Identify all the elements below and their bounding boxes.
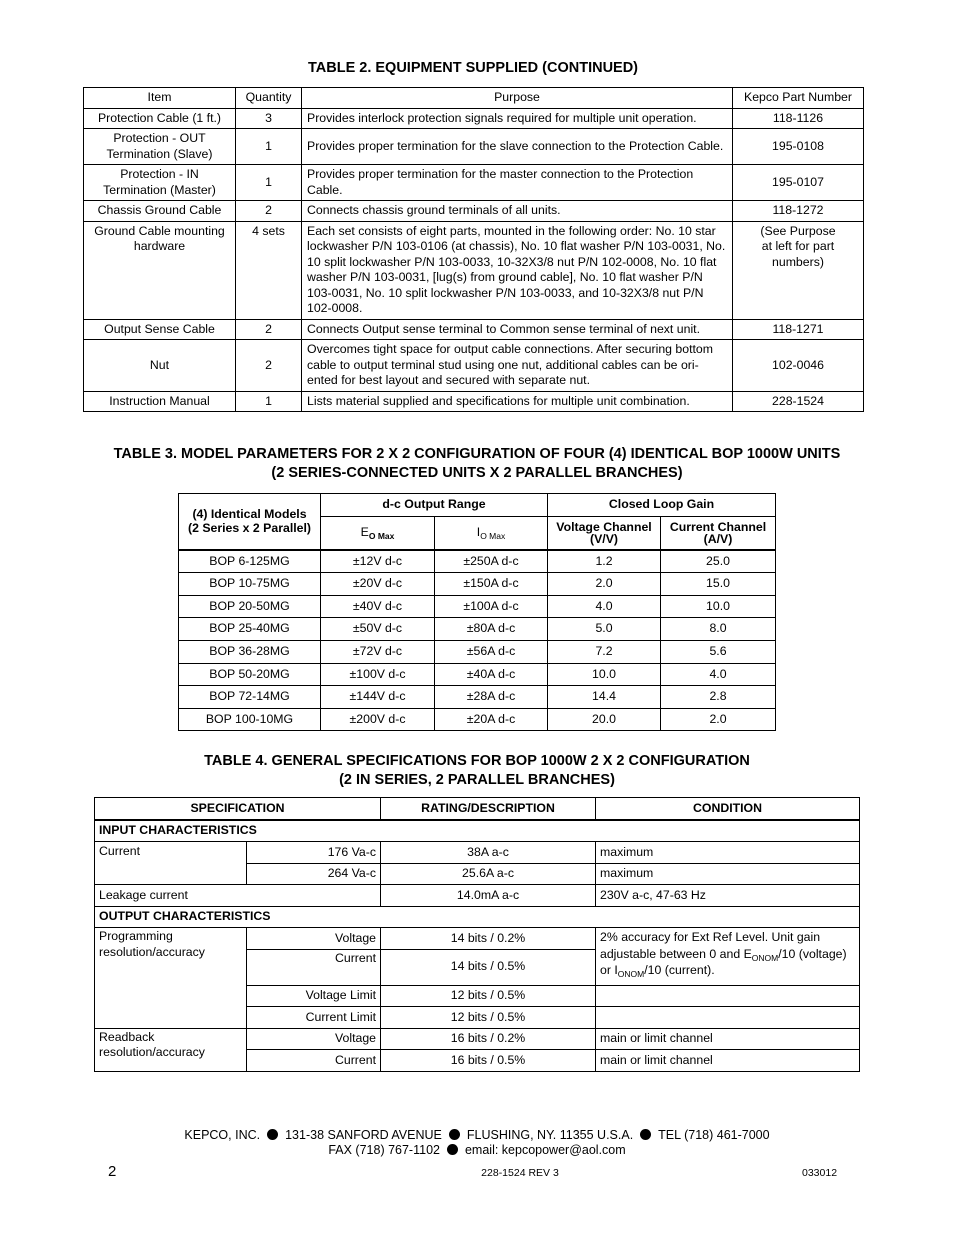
condition-cell: main or limit channel xyxy=(596,1028,860,1050)
current-channel-line1: Current Channel xyxy=(669,519,767,534)
table-row xyxy=(95,928,860,950)
voltage-gain-cell: 4.0 xyxy=(548,595,661,618)
model-cell: BOP 36-28MG xyxy=(179,640,321,663)
voltage-channel-line2: (V/V) xyxy=(589,531,618,546)
col-specification: SPECIFICATION xyxy=(95,798,381,820)
voltage-channel-line1: Voltage Channel xyxy=(556,519,652,534)
quantity-cell: 2 xyxy=(236,319,302,340)
quantity-cell: 3 xyxy=(236,108,302,129)
rating-cell: 12 bits / 0.5% xyxy=(381,985,596,1007)
model-cell: BOP 10-75MG xyxy=(179,573,321,596)
prog-cond-text2: /10 (voltage) or I xyxy=(600,946,847,977)
voltage-264-cell: 264 Va-c xyxy=(247,863,381,885)
rating-cell: 14 bits / 0.2% xyxy=(381,928,596,950)
io-cell: ±28A d-c xyxy=(435,686,548,709)
quantity-cell: 1 xyxy=(236,129,302,165)
model-cell: BOP 100-10MG xyxy=(179,708,321,731)
current-gain-cell: 2.8 xyxy=(661,686,776,709)
item-cell: Instruction Manual xyxy=(84,391,236,412)
condition-cell: maximum xyxy=(596,863,860,885)
item-cell: Protection - OUT Termination (Slave) xyxy=(84,129,236,165)
part-number-cell: 228-1524 xyxy=(733,391,864,412)
readback-voltage-cell: Voltage xyxy=(247,1028,381,1050)
quantity-cell: 2 xyxy=(236,340,302,392)
prog-cond-sub2: ONOM xyxy=(617,969,645,979)
current-gain-cell: 2.0 xyxy=(661,708,776,731)
readback-label-line1: Readback xyxy=(99,1029,155,1044)
model-cell: BOP 25-40MG xyxy=(179,618,321,641)
bullet-icon xyxy=(267,1129,278,1140)
eo-cell: ±144V d-c xyxy=(321,686,435,709)
quantity-cell: 1 xyxy=(236,391,302,412)
prog-cond-sub1: ONOM xyxy=(751,952,779,963)
current-label: Current xyxy=(95,842,247,885)
table-row xyxy=(179,686,776,709)
table-header-row xyxy=(179,494,776,517)
rating-cell: 14.0mA a-c xyxy=(381,885,596,907)
col-part-number: Kepco Part Number xyxy=(733,88,864,109)
purpose-cell: Connects Output sense terminal to Common sense terminal of next unit. xyxy=(302,319,733,340)
table3-title-line1: TABLE 3. MODEL PARAMETERS FOR 2 X 2 CONFIGURATION OF FOUR (4) IDENTICAL BOP 1000W UNITS xyxy=(113,446,841,462)
date-code: 033012 xyxy=(802,1167,838,1179)
email: email: kepcopower@aol.com xyxy=(464,1143,626,1157)
readback-current-cell: Current xyxy=(247,1050,381,1072)
part-number-cell: 118-1126 xyxy=(733,108,864,129)
programming-label-line2: resolution/accuracy xyxy=(99,944,205,959)
io-cell: ±150A d-c xyxy=(435,573,548,596)
quantity-cell: 4 sets xyxy=(236,221,302,319)
col-quantity: Quantity xyxy=(236,88,302,109)
table4-title-line1: TABLE 4. GENERAL SPECIFICATIONS FOR BOP 1000W 2 X 2 CONFIGURATION xyxy=(204,753,750,769)
output-range-header: d-c Output Range xyxy=(321,494,548,517)
models-header-line1: (4) Identical Models xyxy=(192,507,307,522)
voltage-gain-cell: 2.0 xyxy=(548,573,661,596)
rating-cell: 14 bits / 0.5% xyxy=(381,949,596,985)
table-row xyxy=(84,319,864,340)
general-specifications-table xyxy=(94,797,860,1072)
current-gain-cell: 25.0 xyxy=(661,550,776,573)
part-number-cell: 195-0107 xyxy=(733,165,864,201)
col-condition: CONDITION xyxy=(596,798,860,820)
equipment-table xyxy=(83,87,864,412)
table-row xyxy=(84,201,864,222)
prog-current-limit-cell: Current Limit xyxy=(247,1007,381,1029)
footer-contact-line xyxy=(0,1143,954,1157)
bullet-icon xyxy=(447,1144,458,1155)
condition-cell: maximum xyxy=(596,842,860,864)
current-gain-cell: 8.0 xyxy=(661,618,776,641)
io-symbol: I xyxy=(476,524,481,539)
item-cell: Nut xyxy=(84,340,236,392)
readback-label xyxy=(95,1028,247,1071)
condition-cell xyxy=(596,1007,860,1029)
table-row xyxy=(84,391,864,412)
col-eo-max xyxy=(321,516,435,550)
section-row xyxy=(95,820,860,842)
eo-cell: ±200V d-c xyxy=(321,708,435,731)
bullet-icon xyxy=(640,1129,651,1140)
current-gain-cell: 5.6 xyxy=(661,640,776,663)
table-row xyxy=(84,108,864,129)
purpose-cell: Provides proper termination for the master connection to the Protection Cable. xyxy=(302,165,733,201)
readback-label-line2: resolution/accuracy xyxy=(99,1045,205,1059)
col-purpose: Purpose xyxy=(302,88,733,109)
page-number: 2 xyxy=(108,1163,117,1180)
io-cell: ±250A d-c xyxy=(435,550,548,573)
eo-symbol: E xyxy=(360,524,369,539)
io-cell: ±40A d-c xyxy=(435,663,548,686)
item-cell: Chassis Ground Cable xyxy=(84,201,236,222)
purpose-cell: Provides proper termination for the slave connection to the Protection Cable. xyxy=(302,129,733,165)
col-models xyxy=(179,494,321,550)
item-cell: Output Sense Cable xyxy=(84,319,236,340)
model-cell: BOP 20-50MG xyxy=(179,595,321,618)
table-row xyxy=(179,708,776,731)
rating-cell: 25.6A a-c xyxy=(381,863,596,885)
model-parameters-table xyxy=(178,493,776,731)
prog-voltage-cell: Voltage xyxy=(247,928,381,950)
purpose-cell: Lists material supplied and specifications for multiple unit combination. xyxy=(302,391,733,412)
voltage-176-cell: 176 Va-c xyxy=(247,842,381,864)
col-rating: RATING/DESCRIPTION xyxy=(381,798,596,820)
input-characteristics-heading: INPUT CHARACTERISTICS xyxy=(95,820,860,842)
table-row xyxy=(95,885,860,907)
io-cell: ±80A d-c xyxy=(435,618,548,641)
condition-cell: main or limit channel xyxy=(596,1050,860,1072)
current-gain-cell: 4.0 xyxy=(661,663,776,686)
io-cell: ±56A d-c xyxy=(435,640,548,663)
current-gain-cell: 10.0 xyxy=(661,595,776,618)
table-row xyxy=(84,129,864,165)
purpose-cell: Overcomes tight space for output cable connections. After securing bottom cable to output terminal stud using one nut, additional cables can be ori-ented for best layout and secured with separate nut. xyxy=(302,340,733,392)
prog-current-cell: Current xyxy=(247,949,381,985)
leakage-label: Leakage current xyxy=(95,885,381,907)
part-number-cell: 195-0108 xyxy=(733,129,864,165)
rating-cell: 38A a-c xyxy=(381,842,596,864)
programming-condition-cell xyxy=(596,928,860,986)
rating-cell: 16 bits / 0.2% xyxy=(381,1028,596,1050)
rating-cell: 12 bits / 0.5% xyxy=(381,1007,596,1029)
quantity-cell: 1 xyxy=(236,165,302,201)
eo-cell: ±20V d-c xyxy=(321,573,435,596)
prog-cond-text3: /10 (current). xyxy=(644,963,715,977)
eo-subscript: O Max xyxy=(368,530,395,541)
table-row xyxy=(95,842,860,864)
model-cell: BOP 6-125MG xyxy=(179,550,321,573)
table3-title-line2: (2 SERIES-CONNECTED UNITS X 2 PARALLEL BRANCHES) xyxy=(271,465,683,481)
bullet-icon xyxy=(449,1129,460,1140)
voltage-gain-cell: 20.0 xyxy=(548,708,661,731)
programming-label xyxy=(95,928,247,1029)
table-row xyxy=(179,550,776,573)
eo-cell: ±72V d-c xyxy=(321,640,435,663)
table2-title: TABLE 2. EQUIPMENT SUPPLIED (CONTINUED) xyxy=(307,60,639,76)
models-header-line2: (2 Series x 2 Parallel) xyxy=(187,521,312,536)
table-row xyxy=(179,618,776,641)
col-io-max xyxy=(435,516,548,550)
table-header-row xyxy=(84,88,864,109)
io-cell: ±20A d-c xyxy=(435,708,548,731)
loop-gain-header: Closed Loop Gain xyxy=(548,494,776,517)
col-item: Item xyxy=(84,88,236,109)
table-header-row xyxy=(95,798,860,820)
model-cell: BOP 50-20MG xyxy=(179,663,321,686)
quantity-cell: 2 xyxy=(236,201,302,222)
purpose-cell: Provides interlock protection signals required for multiple unit operation. xyxy=(302,108,733,129)
eo-cell: ±50V d-c xyxy=(321,618,435,641)
street-address: 131-38 SANFORD AVENUE xyxy=(285,1128,442,1142)
purpose-cell: Each set consists of eight parts, mounted in the following order: No. 10 star lockwasher P/N 103-0106 (at chassis), No. 10 flat washer P/N 103-0031, No. 10 split lockwasher P/N 103-0033, 10-32X3/8 nut P/N 102-0008, No. 10 flat washer P/N 103-0031, [lug(s) from ground cable], No. 10 flat washer P/N 103-0031, No. 10 split lockwasher P/N 103-0033, and 10-32X3/8 nut P/N 102-0008. xyxy=(302,221,733,319)
rating-cell: 16 bits / 0.5% xyxy=(381,1050,596,1072)
table-row xyxy=(84,221,864,319)
io-cell: ±100A d-c xyxy=(435,595,548,618)
io-subscript: O Max xyxy=(480,530,506,541)
condition-cell xyxy=(596,985,860,1007)
col-current-channel xyxy=(661,516,776,550)
table-row xyxy=(179,573,776,596)
part-number-cell: 118-1272 xyxy=(733,201,864,222)
output-characteristics-heading: OUTPUT CHARACTERISTICS xyxy=(95,906,860,928)
voltage-gain-cell: 7.2 xyxy=(548,640,661,663)
document-number: 228-1524 REV 3 xyxy=(481,1167,559,1179)
table-row xyxy=(95,1028,860,1050)
eo-cell: ±100V d-c xyxy=(321,663,435,686)
item-cell: Ground Cable mounting hardware xyxy=(84,221,236,319)
section-row xyxy=(95,906,860,928)
company-name: KEPCO, INC. xyxy=(184,1128,261,1142)
fax: FAX (718) 767-1102 xyxy=(328,1143,440,1157)
part-number-cell: (See Purpose at left for part numbers) xyxy=(733,221,864,319)
eo-cell: ±12V d-c xyxy=(321,550,435,573)
city-address: FLUSHING, NY. 11355 U.S.A. xyxy=(466,1128,634,1142)
table-row xyxy=(179,595,776,618)
current-channel-line2: (A/V) xyxy=(703,531,733,546)
prog-voltage-limit-cell: Voltage Limit xyxy=(247,985,381,1007)
eo-cell: ±40V d-c xyxy=(321,595,435,618)
footer-address-line xyxy=(0,1128,954,1142)
part-number-cell: 118-1271 xyxy=(733,319,864,340)
condition-cell: 230V a-c, 47-63 Hz xyxy=(596,885,860,907)
table4-title-line2: (2 IN SERIES, 2 PARALLEL BRANCHES) xyxy=(339,772,615,788)
table-row xyxy=(84,165,864,201)
table-row xyxy=(179,663,776,686)
purpose-cell: Connects chassis ground terminals of all units. xyxy=(302,201,733,222)
table-row xyxy=(179,640,776,663)
programming-label-line1: Programming xyxy=(99,929,173,943)
item-cell: Protection - IN Termination (Master) xyxy=(84,165,236,201)
item-cell: Protection Cable (1 ft.) xyxy=(84,108,236,129)
voltage-gain-cell: 1.2 xyxy=(548,550,661,573)
voltage-gain-cell: 14.4 xyxy=(548,686,661,709)
table-row xyxy=(84,340,864,392)
col-voltage-channel xyxy=(548,516,661,550)
prog-cond-text1: 2% accuracy for Ext Ref Level. Unit gain adjustable between 0 and E xyxy=(600,930,821,961)
part-number-cell: 102-0046 xyxy=(733,340,864,392)
voltage-gain-cell: 10.0 xyxy=(548,663,661,686)
model-cell: BOP 72-14MG xyxy=(179,686,321,709)
current-gain-cell: 15.0 xyxy=(661,573,776,596)
voltage-gain-cell: 5.0 xyxy=(548,618,661,641)
telephone: TEL (718) 461-7000 xyxy=(658,1128,770,1142)
